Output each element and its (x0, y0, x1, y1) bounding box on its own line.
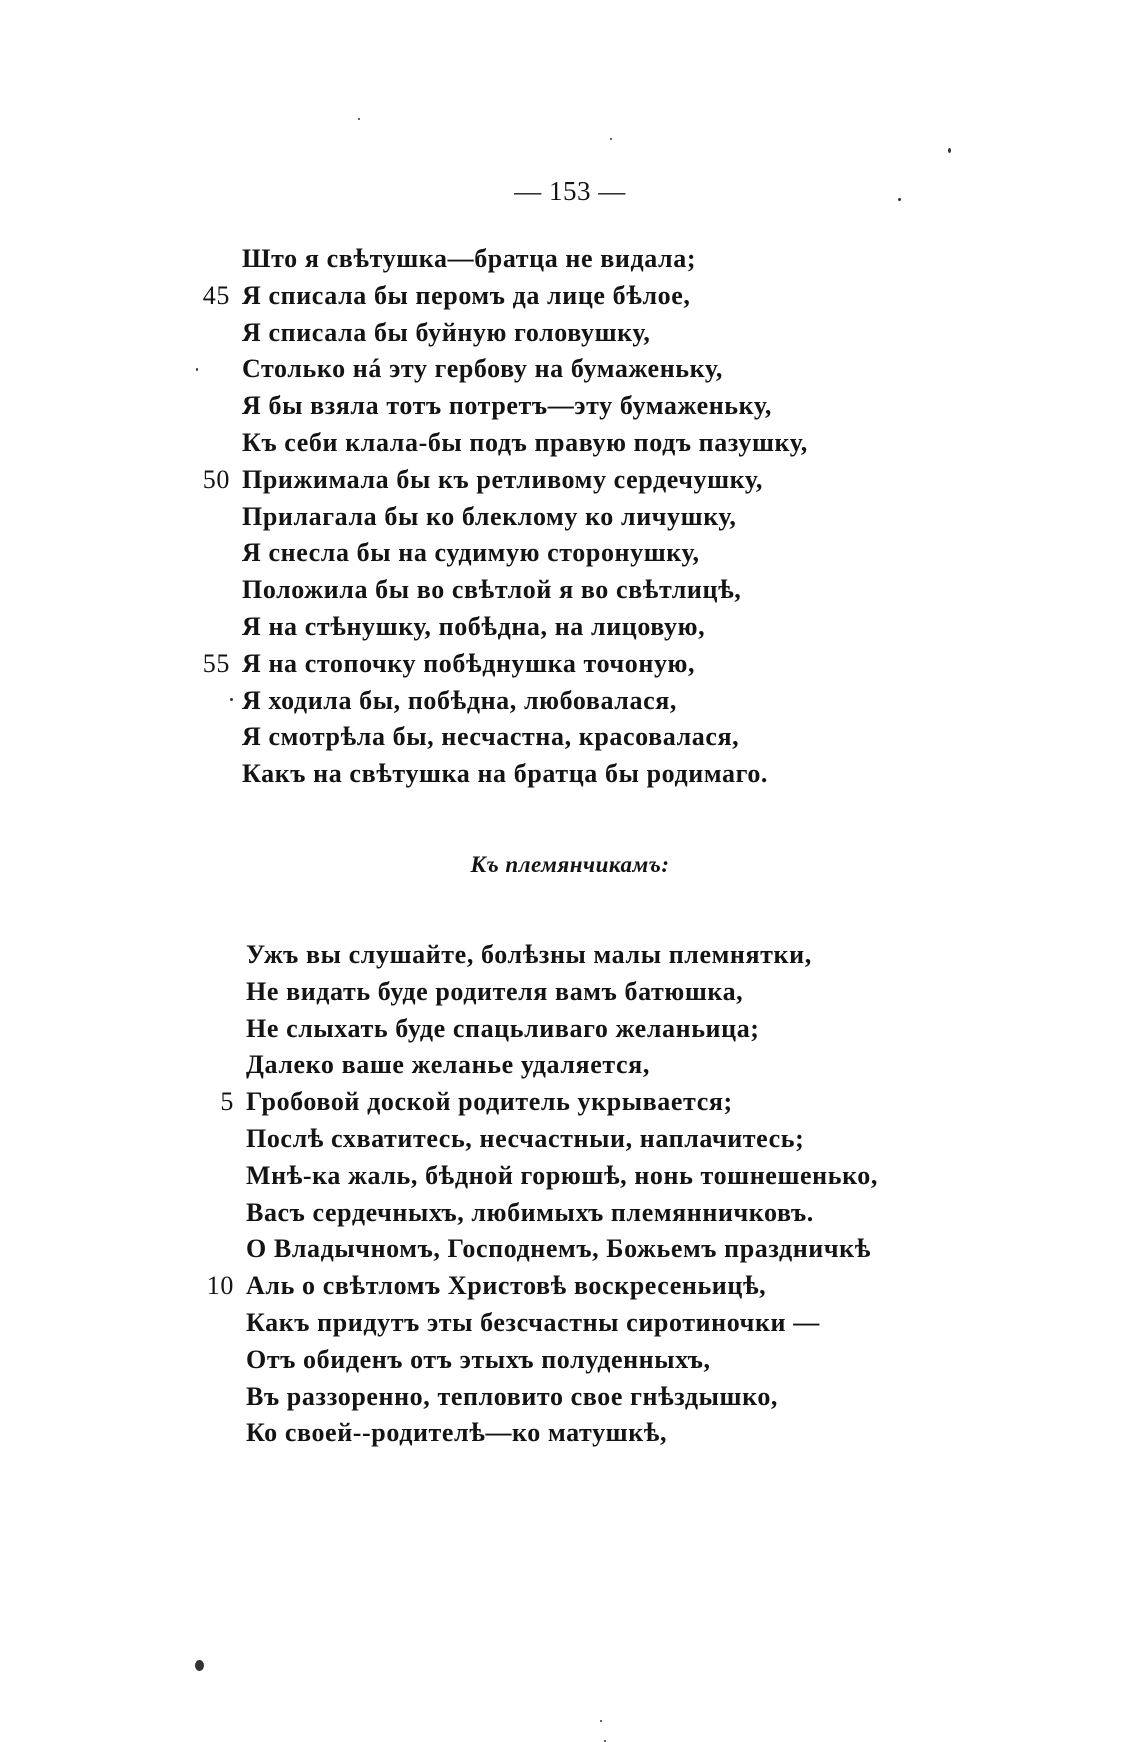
verse-line (0, 1014, 1140, 1050)
line-text: Къ себи клала-бы подъ правую подъ пазушку, (242, 428, 808, 457)
scan-speck (600, 1720, 602, 1722)
scan-speck (358, 118, 360, 120)
verse-line (0, 759, 1140, 795)
line-text: О Владычномъ, Господнемъ, Божьемъ праздничкѣ (246, 1234, 871, 1264)
scan-speck (230, 698, 233, 701)
line-text: Васъ сердечныхъ, любимыхъ племянничковъ. (246, 1197, 814, 1227)
verse-line (0, 354, 1140, 390)
scan-speck (196, 368, 198, 371)
line-text: Аль о свѣтломъ Христовѣ воскресеньицѣ, (246, 1271, 767, 1301)
line-text: Я списала бы буйную головушку, (242, 317, 651, 347)
verse-line (0, 1308, 1140, 1344)
verse-line (0, 1271, 1140, 1307)
line-text: Какъ придутъ эты безсчастны сиротиночки — (246, 1308, 820, 1337)
verse-line (0, 977, 1140, 1013)
verse-line (0, 1050, 1140, 1086)
verse-line (0, 318, 1140, 354)
line-text: Положила бы во свѣтлой я во свѣтлицѣ, (242, 575, 742, 605)
verse-line (0, 244, 1140, 280)
section-heading: Къ племянчикамъ: (470, 852, 670, 877)
line-number: 55 (202, 648, 230, 678)
verse-line (0, 502, 1140, 538)
line-text: Далеко ваше желанье удаляется, (246, 1050, 650, 1080)
verse-line (0, 428, 1140, 464)
line-text: Не видать буде родителя вамъ батюшка, (246, 976, 744, 1006)
line-text: Я списала бы перомъ да лице бѣлое, (242, 280, 691, 310)
line-text: Я ходила бы, побѣдна, любовалася, (242, 685, 677, 715)
verse-line (0, 612, 1140, 648)
verse-line (0, 1418, 1140, 1454)
verse-line (0, 1198, 1140, 1234)
verse-line (0, 1124, 1140, 1160)
line-text: Послѣ схватитесь, несчастныи, наплачитесь; (246, 1124, 805, 1153)
verse-line (0, 1087, 1140, 1123)
verse-line (0, 686, 1140, 722)
verse-line (0, 1382, 1140, 1418)
scan-speck (195, 1660, 204, 1671)
line-text: Ужъ вы слушайте, болѣзны малы племнятки, (246, 940, 812, 969)
scan-speck (610, 138, 612, 140)
line-number: 10 (206, 1271, 234, 1301)
line-text: Столько нá эту гербову на бумаженьку, (242, 354, 723, 384)
verse-line (0, 575, 1140, 611)
line-number: 5 (220, 1087, 234, 1117)
line-text: Отъ обиденъ отъ этыхъ полуденныхъ, (246, 1344, 711, 1374)
line-text: Я на стѣнушку, побѣдна, на лицовую, (242, 612, 706, 641)
verse-line (0, 1345, 1140, 1381)
line-text: Мнѣ-ка жаль, бѣдной горюшѣ, нонь тошнешенько, (246, 1160, 879, 1190)
verse-line (0, 722, 1140, 758)
line-text: Въ раззоренно, тепловито свое гнѣздышко, (246, 1381, 779, 1411)
line-text: Я на стопочку побѣднушка точоную, (242, 648, 696, 678)
verse-line (0, 1161, 1140, 1197)
line-text: Гробовой доской родитель укрывается; (246, 1087, 733, 1117)
page-number: — 153 — (514, 176, 626, 206)
scan-speck (898, 198, 901, 201)
line-number: 45 (202, 280, 230, 310)
verse-line (0, 538, 1140, 574)
line-text: Какъ на свѣтушка на братца бы родимаго. (242, 759, 769, 789)
line-text: Я снесла бы на судимую сторонушку, (242, 538, 700, 568)
scan-speck (948, 148, 951, 153)
verse-line (0, 1234, 1140, 1270)
line-text: Прилагала бы ко блеклому ко личушку, (242, 501, 737, 531)
line-text: Я смотрѣла бы, несчастна, красовалася, (242, 722, 740, 752)
line-text: Прижимала бы къ ретливому сердечушку, (242, 464, 763, 494)
verse-line (0, 465, 1140, 501)
line-text: Ко своей--родителѣ—ко матушкѣ, (246, 1418, 668, 1448)
verse-line (0, 649, 1140, 685)
line-number: 50 (202, 464, 230, 494)
verse-line (0, 281, 1140, 317)
verse-line (0, 391, 1140, 427)
line-text: Не слыхать буде спацьливаго желаньица; (246, 1013, 760, 1043)
verse-line (0, 940, 1140, 976)
line-text: Што я свѣтушка—братца не видала; (242, 244, 697, 273)
line-text: Я бы взяла тотъ потретъ—эту бумаженьку, (242, 391, 772, 421)
